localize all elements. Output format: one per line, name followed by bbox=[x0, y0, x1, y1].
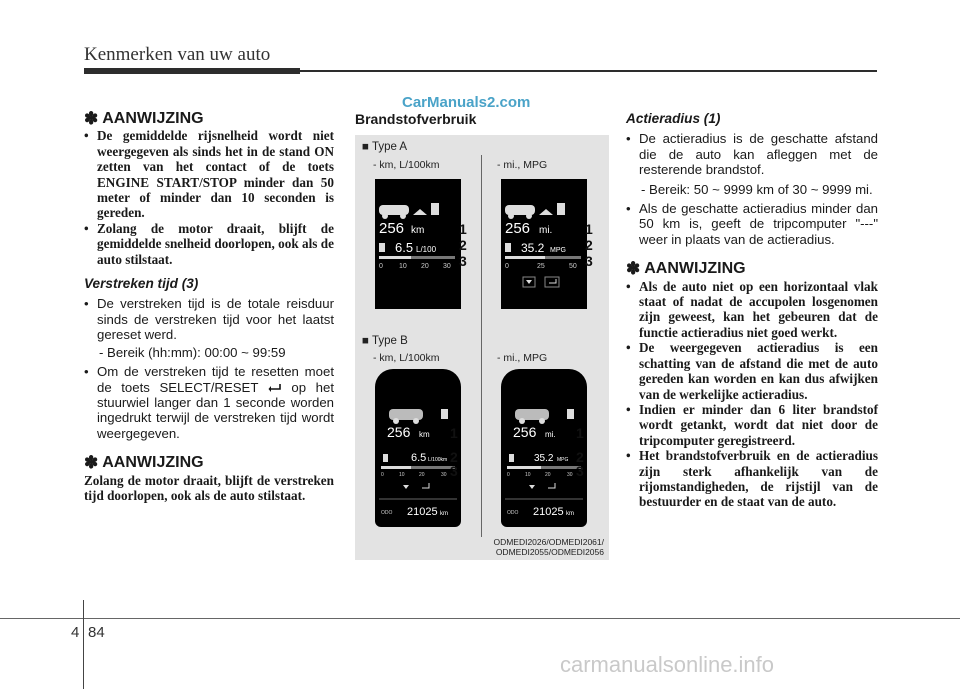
callout-1: 1 bbox=[576, 425, 584, 441]
note-bullet: • Indien er minder dan 6 liter brandstof wordt getankt, wordt dat niet door de tripcomputer geregistreerd. bbox=[626, 401, 878, 448]
unit-km-label: - km, L/100km bbox=[373, 352, 440, 364]
svg-text:mi.: mi. bbox=[545, 430, 556, 439]
svg-text:ODO: ODO bbox=[381, 510, 393, 516]
note-bullet: • Als de auto niet op een horizontaal vlak staat of nadat de accupolen losgenomen zijn geweest, kan het gebeuren dat de functie actieradius niet goed werkt. bbox=[626, 278, 878, 340]
panel-divider bbox=[481, 155, 482, 353]
left-column bbox=[84, 111, 334, 503]
callout-3: 3 bbox=[576, 463, 584, 479]
svg-text:256: 256 bbox=[379, 220, 405, 237]
header-rule-thin bbox=[300, 70, 877, 72]
right-column bbox=[626, 111, 878, 510]
svg-text:30: 30 bbox=[567, 472, 573, 478]
note-star-icon: ✽ bbox=[626, 259, 641, 279]
svg-text:50: 50 bbox=[569, 263, 577, 270]
note-heading: ✽ AANWIJZING bbox=[84, 453, 204, 473]
note-bullet: • De gemiddelde rijsnelheid wordt niet weergegeven als sinds het in de stand ON zetten van het contact of de toets ENGINE START/STOP minder dan 50 meter of minder dan 10 seconden is gereden. bbox=[84, 128, 334, 221]
range-bullet-2: • Als de geschatte actieradius minder dan 50 km is, geeft de tripcomputer "---" weer in plaats van de actieradius. bbox=[626, 201, 878, 247]
svg-text:L/100km: L/100km bbox=[428, 457, 448, 463]
svg-text:256: 256 bbox=[505, 220, 531, 237]
image-codes: ODMEDI2026/ODMEDI2061/ ODMEDI2055/ODMEDI2056 bbox=[493, 537, 604, 557]
svg-text:10: 10 bbox=[525, 472, 531, 478]
note-heading: ✽ AANWIJZING bbox=[626, 259, 746, 279]
display-graphics bbox=[375, 369, 461, 527]
unit-km-label: - km, L/100km bbox=[373, 159, 440, 171]
type-b-label: ■ Type B bbox=[362, 335, 408, 347]
callout-3: 3 bbox=[585, 253, 593, 269]
svg-text:0: 0 bbox=[381, 472, 384, 478]
chapter-number: 4 bbox=[71, 624, 80, 641]
range-title: Actieradius (1) bbox=[626, 111, 721, 126]
svg-text:0: 0 bbox=[379, 263, 383, 270]
note-star-icon: ✽ bbox=[84, 109, 99, 128]
svg-text:mi.: mi. bbox=[539, 225, 553, 236]
footer-vertical-rule bbox=[83, 600, 84, 689]
svg-text:20: 20 bbox=[545, 472, 551, 478]
display-type-b-mi bbox=[501, 369, 587, 527]
elapsed-bullet-1: • De verstreken tijd is de totale reisduur sinds de verstreken tijd voor het laatst gereset werd. bbox=[84, 296, 334, 343]
svg-text:21025: 21025 bbox=[533, 506, 564, 518]
display-type-a-mi bbox=[501, 179, 587, 309]
svg-text:km: km bbox=[411, 225, 425, 236]
svg-text:10: 10 bbox=[399, 263, 407, 270]
svg-text:L/100: L/100 bbox=[416, 245, 437, 254]
svg-text:30: 30 bbox=[443, 263, 451, 270]
display-type-a-km bbox=[375, 179, 461, 309]
svg-text:ODO: ODO bbox=[507, 510, 519, 516]
fuel-consumption-title: Brandstofverbruik bbox=[355, 111, 477, 127]
svg-text:0: 0 bbox=[505, 263, 509, 270]
footer-rule bbox=[0, 618, 960, 619]
svg-text:35.2: 35.2 bbox=[534, 453, 554, 464]
svg-text:MPG: MPG bbox=[550, 247, 566, 254]
svg-text:6.5: 6.5 bbox=[395, 240, 414, 255]
range-bullet-1: • De actieradius is de geschatte afstand die de auto kan afleggen met de resterende brandstof. bbox=[626, 131, 878, 178]
elapsed-bullet-2: • Om de verstreken tijd te resetten moet de toets SELECT/RESET op het stuurwiel langer dan 1 seconde worden ingedrukt terwijl de verstreken tijd wordt weergegeven. bbox=[84, 364, 334, 441]
svg-text:km: km bbox=[566, 511, 574, 517]
svg-text:10: 10 bbox=[399, 472, 405, 478]
svg-text:30: 30 bbox=[441, 472, 447, 478]
cluster-illustration-panel bbox=[355, 135, 609, 560]
page-header-title: Kenmerken van uw auto bbox=[84, 44, 271, 65]
svg-text:20: 20 bbox=[421, 263, 429, 270]
note-star-icon: ✽ bbox=[84, 453, 99, 473]
note-bullet: • Zolang de motor draait, blijft de gemiddelde snelheid doorlopen, ook als de auto stilstaat. bbox=[84, 220, 334, 267]
svg-text:0: 0 bbox=[507, 472, 510, 478]
svg-text:25: 25 bbox=[537, 263, 545, 270]
page-number: 84 bbox=[88, 624, 105, 641]
svg-text:35.2: 35.2 bbox=[521, 241, 545, 255]
elapsed-time-title: Verstreken tijd (3) bbox=[84, 276, 199, 292]
display-graphics bbox=[501, 179, 587, 309]
callout-1: 1 bbox=[585, 221, 593, 237]
elapsed-range: - Bereik (hh:mm): 00:00 ~ 99:59 bbox=[99, 344, 286, 360]
callout-2: 2 bbox=[459, 237, 467, 253]
unit-mi-label: - mi., MPG bbox=[497, 352, 548, 364]
callout-3: 3 bbox=[459, 253, 467, 269]
note-text: Zolang de motor draait, blijft de verstreken tijd doorlopen, ook als de auto stilstaat. bbox=[84, 472, 334, 503]
range-limits: - Bereik: 50 ~ 9999 km of 30 ~ 9999 mi. bbox=[641, 181, 873, 197]
watermark-text[interactable]: CarManuals2.com bbox=[402, 94, 531, 111]
svg-text:256: 256 bbox=[387, 424, 411, 440]
header-rule-thick bbox=[84, 68, 300, 74]
enter-key-icon bbox=[268, 383, 282, 393]
svg-text:km: km bbox=[419, 430, 430, 439]
callout-1: 1 bbox=[459, 221, 467, 237]
svg-text:256: 256 bbox=[513, 424, 537, 440]
note-bullet: • De weergegeven actieradius is een schatting van de afstand die met de auto gereden kan worden en kan dus afwijken van de werkelijke actieradius. bbox=[626, 340, 878, 402]
svg-text:21025: 21025 bbox=[407, 506, 438, 518]
callout-2: 2 bbox=[450, 449, 458, 465]
callout-3: 3 bbox=[450, 463, 458, 479]
svg-text:20: 20 bbox=[419, 472, 425, 478]
callout-1: 1 bbox=[450, 425, 458, 441]
callout-2: 2 bbox=[576, 449, 584, 465]
svg-text:km: km bbox=[440, 511, 448, 517]
footer-watermark[interactable]: carmanualsonline.info bbox=[560, 652, 775, 677]
svg-text:MPG: MPG bbox=[557, 457, 569, 463]
note-heading: ✽ AANWIJZING bbox=[84, 109, 204, 128]
note-bullet: • Het brandstofverbruik en de actieradius zijn sterk afhankelijk van de rijomstandigheden, de rijstijl van de bestuurder en de staat van de auto. bbox=[626, 448, 878, 510]
display-type-b-km bbox=[375, 369, 461, 527]
panel-divider bbox=[481, 349, 482, 537]
callout-2: 2 bbox=[585, 237, 593, 253]
unit-mi-label: - mi., MPG bbox=[497, 159, 548, 171]
type-a-label: ■ Type A bbox=[362, 141, 408, 153]
display-graphics bbox=[501, 369, 587, 527]
display-graphics bbox=[375, 179, 461, 309]
svg-text:6.5: 6.5 bbox=[411, 452, 427, 464]
